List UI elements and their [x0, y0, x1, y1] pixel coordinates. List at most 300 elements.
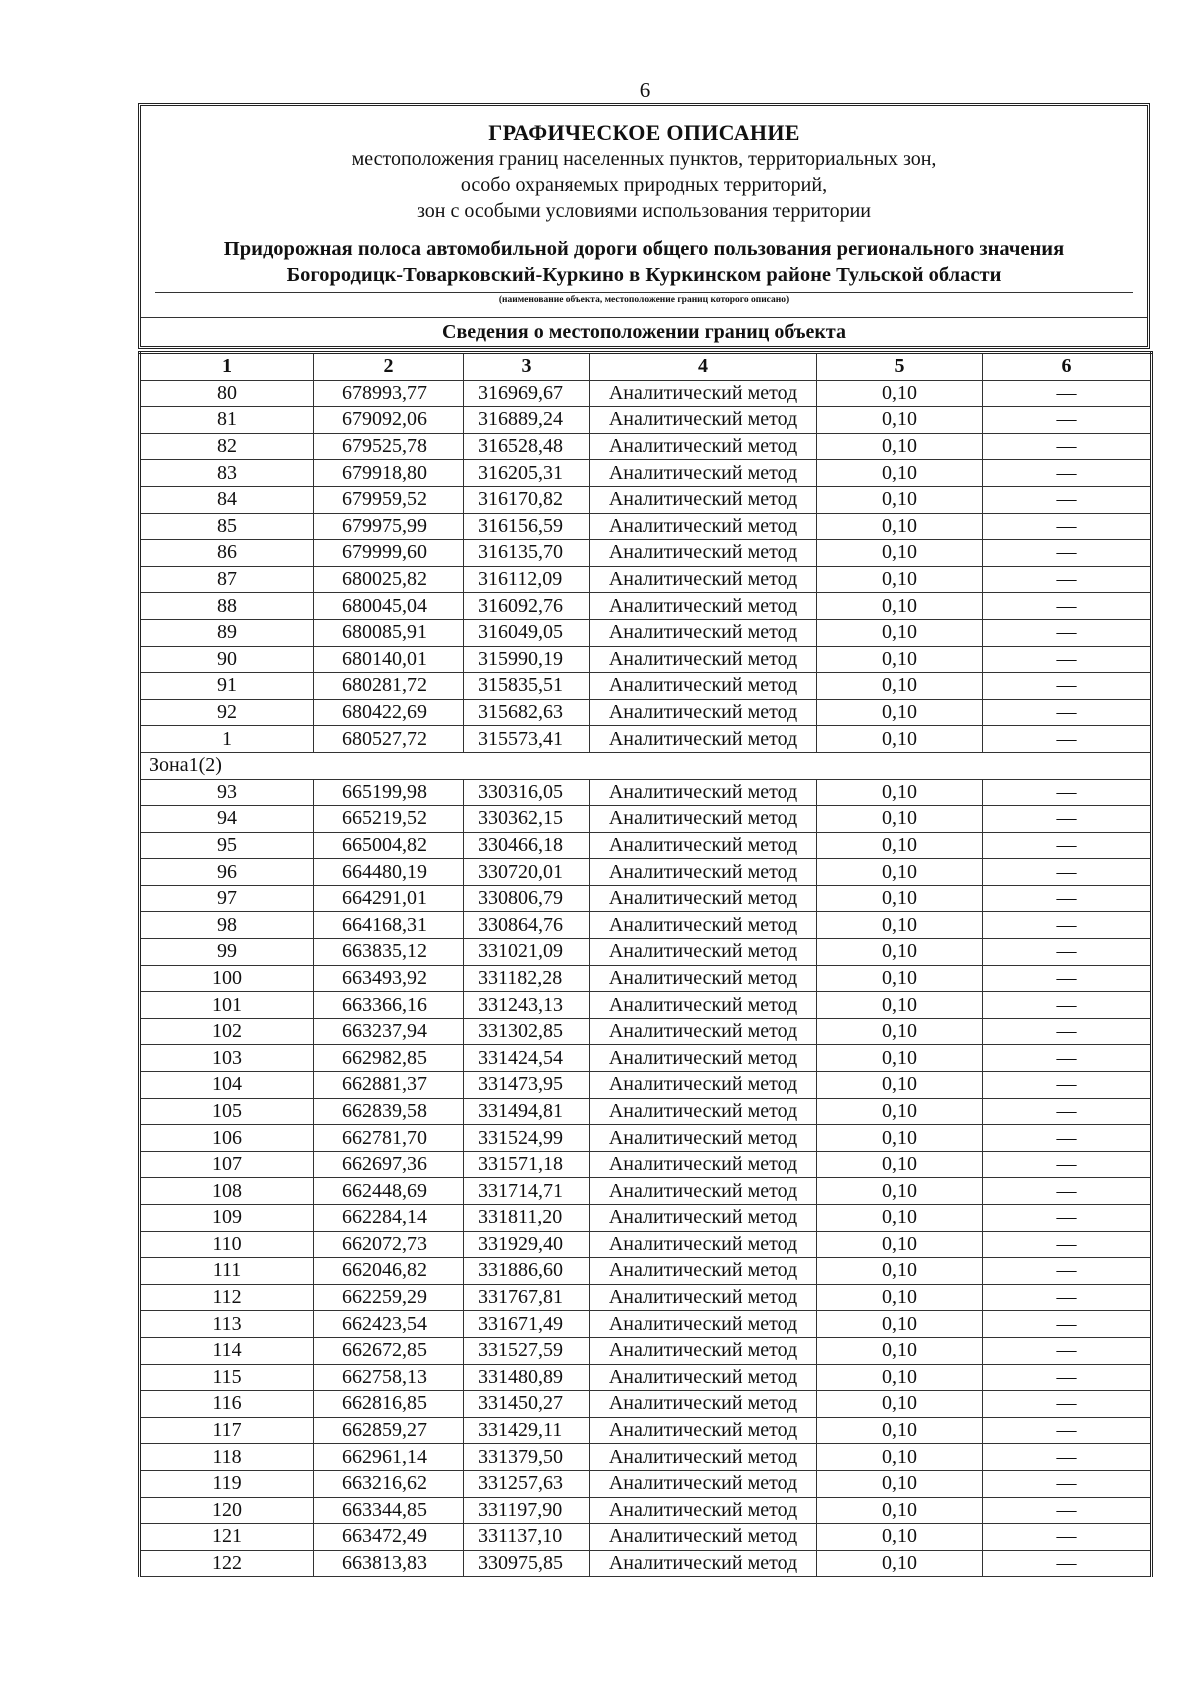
x-coordinate-cell: 662423,54 — [314, 1311, 464, 1338]
accuracy-cell: 0,10 — [817, 1018, 983, 1045]
table-row — [140, 806, 1152, 833]
accuracy-cell: 0,10 — [817, 1258, 983, 1285]
point-number-cell: 114 — [140, 1337, 314, 1364]
table-row — [140, 646, 1152, 673]
table-row — [140, 1151, 1152, 1178]
x-coordinate-cell: 680025,82 — [314, 566, 464, 593]
table-row — [140, 885, 1152, 912]
description-cell: — — [983, 513, 1152, 540]
accuracy-cell: 0,10 — [817, 912, 983, 939]
description-cell: — — [983, 1311, 1152, 1338]
y-coordinate-cell: 330316,05 — [464, 779, 590, 806]
accuracy-cell: 0,10 — [817, 965, 983, 992]
point-number-cell: 109 — [140, 1205, 314, 1232]
accuracy-cell: 0,10 — [817, 1391, 983, 1418]
table-row — [140, 1098, 1152, 1125]
description-cell: — — [983, 1178, 1152, 1205]
method-cell: Аналитический метод — [590, 1311, 817, 1338]
method-cell: Аналитический метод — [590, 380, 817, 407]
point-number-cell: 118 — [140, 1444, 314, 1471]
x-coordinate-cell: 664168,31 — [314, 912, 464, 939]
accuracy-cell: 0,10 — [817, 1098, 983, 1125]
description-cell: — — [983, 1205, 1152, 1232]
table-row — [140, 486, 1152, 513]
method-cell: Аналитический метод — [590, 699, 817, 726]
coordinates-table — [138, 351, 1153, 1577]
accuracy-cell: 0,10 — [817, 540, 983, 567]
method-cell: Аналитический метод — [590, 779, 817, 806]
table-row — [140, 1178, 1152, 1205]
description-cell: — — [983, 619, 1152, 646]
point-number-cell: 80 — [140, 380, 314, 407]
x-coordinate-cell: 664291,01 — [314, 885, 464, 912]
point-number-cell: 90 — [140, 646, 314, 673]
page-number: 6 — [639, 78, 651, 102]
x-coordinate-cell: 680140,01 — [314, 646, 464, 673]
description-cell: — — [983, 1231, 1152, 1258]
description-cell: — — [983, 1444, 1152, 1471]
method-cell: Аналитический метод — [590, 593, 817, 620]
description-cell: — — [983, 779, 1152, 806]
point-number-cell: 83 — [140, 460, 314, 487]
description-cell: — — [983, 859, 1152, 886]
title-line-1: местоположения границ населенных пунктов, территориальных зон, — [351, 148, 937, 170]
point-number-cell: 108 — [140, 1178, 314, 1205]
y-coordinate-cell: 316170,82 — [464, 486, 590, 513]
accuracy-cell: 0,10 — [817, 1311, 983, 1338]
accuracy-cell: 0,10 — [817, 1550, 983, 1577]
table-row — [140, 1417, 1152, 1444]
point-number-cell: 111 — [140, 1258, 314, 1285]
method-cell: Аналитический метод — [590, 1258, 817, 1285]
method-cell: Аналитический метод — [590, 540, 817, 567]
table-row — [140, 699, 1152, 726]
point-number-cell: 113 — [140, 1311, 314, 1338]
x-coordinate-cell: 662758,13 — [314, 1364, 464, 1391]
y-coordinate-cell: 331811,20 — [464, 1205, 590, 1232]
accuracy-cell: 0,10 — [817, 673, 983, 700]
table-row — [140, 1072, 1152, 1099]
zone-label: Зона1(2) — [140, 752, 1152, 779]
table-row — [140, 779, 1152, 806]
method-cell: Аналитический метод — [590, 1337, 817, 1364]
accuracy-cell: 0,10 — [817, 619, 983, 646]
table-row — [140, 1125, 1152, 1152]
accuracy-cell: 0,10 — [817, 460, 983, 487]
table-row — [140, 380, 1152, 407]
accuracy-cell: 0,10 — [817, 859, 983, 886]
description-cell: — — [983, 540, 1152, 567]
accuracy-cell: 0,10 — [817, 1364, 983, 1391]
point-number-cell: 82 — [140, 433, 314, 460]
table-row — [140, 540, 1152, 567]
x-coordinate-cell: 679999,60 — [314, 540, 464, 567]
table-row — [140, 433, 1152, 460]
table-row — [140, 1364, 1152, 1391]
method-cell: Аналитический метод — [590, 885, 817, 912]
x-coordinate-cell: 665004,82 — [314, 832, 464, 859]
x-coordinate-cell: 662781,70 — [314, 1125, 464, 1152]
table-row — [140, 513, 1152, 540]
y-coordinate-cell: 331302,85 — [464, 1018, 590, 1045]
method-cell: Аналитический метод — [590, 965, 817, 992]
x-coordinate-cell: 680281,72 — [314, 673, 464, 700]
x-coordinate-cell: 662982,85 — [314, 1045, 464, 1072]
method-cell: Аналитический метод — [590, 1470, 817, 1497]
accuracy-cell: 0,10 — [817, 1524, 983, 1551]
table-row — [140, 673, 1152, 700]
table-row — [140, 912, 1152, 939]
x-coordinate-cell: 665219,52 — [314, 806, 464, 833]
accuracy-cell: 0,10 — [817, 699, 983, 726]
accuracy-cell: 0,10 — [817, 1470, 983, 1497]
table-row — [140, 593, 1152, 620]
x-coordinate-cell: 662072,73 — [314, 1231, 464, 1258]
y-coordinate-cell: 331243,13 — [464, 992, 590, 1019]
description-cell: — — [983, 1470, 1152, 1497]
accuracy-cell: 0,10 — [817, 1417, 983, 1444]
y-coordinate-cell: 331524,99 — [464, 1125, 590, 1152]
column-header: 6 — [983, 353, 1152, 381]
accuracy-cell: 0,10 — [817, 832, 983, 859]
description-cell: — — [983, 1045, 1152, 1072]
y-coordinate-cell: 316112,09 — [464, 566, 590, 593]
x-coordinate-cell: 662816,85 — [314, 1391, 464, 1418]
method-cell: Аналитический метод — [590, 726, 817, 753]
y-coordinate-cell: 331714,71 — [464, 1178, 590, 1205]
x-coordinate-cell: 664480,19 — [314, 859, 464, 886]
accuracy-cell: 0,10 — [817, 1045, 983, 1072]
point-number-cell: 100 — [140, 965, 314, 992]
y-coordinate-cell: 316049,05 — [464, 619, 590, 646]
accuracy-cell: 0,10 — [817, 433, 983, 460]
description-cell: — — [983, 593, 1152, 620]
description-cell: — — [983, 806, 1152, 833]
y-coordinate-cell: 331494,81 — [464, 1098, 590, 1125]
y-coordinate-cell: 315990,19 — [464, 646, 590, 673]
document-title: ГРАФИЧЕСКОЕ ОПИСАНИЕ — [488, 120, 800, 145]
table-row — [140, 1284, 1152, 1311]
y-coordinate-cell: 331671,49 — [464, 1311, 590, 1338]
description-cell: — — [983, 1497, 1152, 1524]
y-coordinate-cell: 316205,31 — [464, 460, 590, 487]
y-coordinate-cell: 331571,18 — [464, 1151, 590, 1178]
point-number-cell: 107 — [140, 1151, 314, 1178]
point-number-cell: 104 — [140, 1072, 314, 1099]
point-number-cell: 112 — [140, 1284, 314, 1311]
accuracy-cell: 0,10 — [817, 939, 983, 966]
point-number-cell: 85 — [140, 513, 314, 540]
x-coordinate-cell: 663237,94 — [314, 1018, 464, 1045]
y-coordinate-cell: 331137,10 — [464, 1524, 590, 1551]
accuracy-cell: 0,10 — [817, 1231, 983, 1258]
point-number-cell: 115 — [140, 1364, 314, 1391]
description-cell: — — [983, 699, 1152, 726]
accuracy-cell: 0,10 — [817, 566, 983, 593]
method-cell: Аналитический метод — [590, 1098, 817, 1125]
accuracy-cell: 0,10 — [817, 779, 983, 806]
y-coordinate-cell: 315682,63 — [464, 699, 590, 726]
accuracy-cell: 0,10 — [817, 1125, 983, 1152]
column-header: 4 — [590, 353, 817, 381]
y-coordinate-cell: 316135,70 — [464, 540, 590, 567]
point-number-cell: 117 — [140, 1417, 314, 1444]
accuracy-cell: 0,10 — [817, 1337, 983, 1364]
accuracy-cell: 0,10 — [817, 593, 983, 620]
table-row — [140, 1497, 1152, 1524]
x-coordinate-cell: 662961,14 — [314, 1444, 464, 1471]
column-header: 5 — [817, 353, 983, 381]
table-header-row — [140, 353, 1152, 381]
description-cell: — — [983, 1072, 1152, 1099]
method-cell: Аналитический метод — [590, 1018, 817, 1045]
point-number-cell: 95 — [140, 832, 314, 859]
x-coordinate-cell: 662881,37 — [314, 1072, 464, 1099]
description-cell: — — [983, 1258, 1152, 1285]
method-cell: Аналитический метод — [590, 806, 817, 833]
table-row — [140, 1018, 1152, 1045]
description-cell: — — [983, 460, 1152, 487]
y-coordinate-cell: 331480,89 — [464, 1364, 590, 1391]
y-coordinate-cell: 331527,59 — [464, 1337, 590, 1364]
y-coordinate-cell: 331257,63 — [464, 1470, 590, 1497]
point-number-cell: 116 — [140, 1391, 314, 1418]
x-coordinate-cell: 663344,85 — [314, 1497, 464, 1524]
point-number-cell: 98 — [140, 912, 314, 939]
table-row — [140, 1550, 1152, 1577]
method-cell: Аналитический метод — [590, 859, 817, 886]
point-number-cell: 97 — [140, 885, 314, 912]
x-coordinate-cell: 679975,99 — [314, 513, 464, 540]
accuracy-cell: 0,10 — [817, 1497, 983, 1524]
x-coordinate-cell: 662046,82 — [314, 1258, 464, 1285]
y-coordinate-cell: 331429,11 — [464, 1417, 590, 1444]
method-cell: Аналитический метод — [590, 1417, 817, 1444]
method-cell: Аналитический метод — [590, 433, 817, 460]
method-cell: Аналитический метод — [590, 1231, 817, 1258]
y-coordinate-cell: 331767,81 — [464, 1284, 590, 1311]
x-coordinate-cell: 662448,69 — [314, 1178, 464, 1205]
point-number-cell: 103 — [140, 1045, 314, 1072]
point-number-cell: 102 — [140, 1018, 314, 1045]
accuracy-cell: 0,10 — [817, 1205, 983, 1232]
x-coordinate-cell: 679959,52 — [314, 486, 464, 513]
accuracy-cell: 0,10 — [817, 1151, 983, 1178]
description-cell: — — [983, 1018, 1152, 1045]
point-number-cell: 96 — [140, 859, 314, 886]
y-coordinate-cell: 331182,28 — [464, 965, 590, 992]
y-coordinate-cell: 330362,15 — [464, 806, 590, 833]
method-cell: Аналитический метод — [590, 1284, 817, 1311]
x-coordinate-cell: 663813,83 — [314, 1550, 464, 1577]
y-coordinate-cell: 331450,27 — [464, 1391, 590, 1418]
point-number-cell: 84 — [140, 486, 314, 513]
point-number-cell: 105 — [140, 1098, 314, 1125]
y-coordinate-cell: 331424,54 — [464, 1045, 590, 1072]
y-coordinate-cell: 316969,67 — [464, 380, 590, 407]
table-row — [140, 566, 1152, 593]
accuracy-cell: 0,10 — [817, 1178, 983, 1205]
table-row — [140, 1205, 1152, 1232]
zone-row — [140, 752, 1152, 779]
y-coordinate-cell: 316528,48 — [464, 433, 590, 460]
method-cell: Аналитический метод — [590, 486, 817, 513]
table-row — [140, 965, 1152, 992]
table-row — [140, 832, 1152, 859]
table-row — [140, 1337, 1152, 1364]
y-coordinate-cell: 330466,18 — [464, 832, 590, 859]
method-cell: Аналитический метод — [590, 1151, 817, 1178]
description-cell: — — [983, 673, 1152, 700]
section-title: Сведения о местоположении границ объекта — [442, 321, 846, 343]
description-cell: — — [983, 407, 1152, 434]
table-row — [140, 1444, 1152, 1471]
method-cell: Аналитический метод — [590, 1178, 817, 1205]
x-coordinate-cell: 663835,12 — [314, 939, 464, 966]
method-cell: Аналитический метод — [590, 1072, 817, 1099]
x-coordinate-cell: 679092,06 — [314, 407, 464, 434]
x-coordinate-cell: 680085,91 — [314, 619, 464, 646]
method-cell: Аналитический метод — [590, 1045, 817, 1072]
method-cell: Аналитический метод — [590, 513, 817, 540]
object-underline — [155, 292, 1133, 293]
description-cell: — — [983, 646, 1152, 673]
x-coordinate-cell: 662672,85 — [314, 1337, 464, 1364]
description-cell: — — [983, 1524, 1152, 1551]
column-header: 3 — [464, 353, 590, 381]
y-coordinate-cell: 331886,60 — [464, 1258, 590, 1285]
point-number-cell: 110 — [140, 1231, 314, 1258]
table-row — [140, 1470, 1152, 1497]
description-cell: — — [983, 1151, 1152, 1178]
y-coordinate-cell: 316889,24 — [464, 407, 590, 434]
x-coordinate-cell: 680045,04 — [314, 593, 464, 620]
table-row — [140, 1311, 1152, 1338]
x-coordinate-cell: 678993,77 — [314, 380, 464, 407]
x-coordinate-cell: 665199,98 — [314, 779, 464, 806]
point-number-cell: 101 — [140, 992, 314, 1019]
description-cell: — — [983, 885, 1152, 912]
table-row — [140, 1045, 1152, 1072]
point-number-cell: 89 — [140, 619, 314, 646]
description-cell: — — [983, 486, 1152, 513]
section-divider — [141, 317, 1147, 318]
method-cell: Аналитический метод — [590, 619, 817, 646]
column-header: 2 — [314, 353, 464, 381]
y-coordinate-cell: 330806,79 — [464, 885, 590, 912]
y-coordinate-cell: 330975,85 — [464, 1550, 590, 1577]
description-cell: — — [983, 1364, 1152, 1391]
accuracy-cell: 0,10 — [817, 486, 983, 513]
x-coordinate-cell: 663366,16 — [314, 992, 464, 1019]
accuracy-cell: 0,10 — [817, 513, 983, 540]
description-cell: — — [983, 939, 1152, 966]
object-name-line-1: Придорожная полоса автомобильной дороги общего пользования регионального значения — [223, 238, 1065, 260]
method-cell: Аналитический метод — [590, 1550, 817, 1577]
y-coordinate-cell: 331473,95 — [464, 1072, 590, 1099]
table-body — [140, 380, 1152, 1577]
method-cell: Аналитический метод — [590, 646, 817, 673]
method-cell: Аналитический метод — [590, 1391, 817, 1418]
method-cell: Аналитический метод — [590, 1524, 817, 1551]
y-coordinate-cell: 330864,76 — [464, 912, 590, 939]
table-row — [140, 619, 1152, 646]
point-number-cell: 121 — [140, 1524, 314, 1551]
y-coordinate-cell: 331021,09 — [464, 939, 590, 966]
x-coordinate-cell: 662259,29 — [314, 1284, 464, 1311]
table-row — [140, 726, 1152, 753]
table-row — [140, 1524, 1152, 1551]
y-coordinate-cell: 316092,76 — [464, 593, 590, 620]
x-coordinate-cell: 680527,72 — [314, 726, 464, 753]
x-coordinate-cell: 662697,36 — [314, 1151, 464, 1178]
table-row — [140, 460, 1152, 487]
point-number-cell: 94 — [140, 806, 314, 833]
object-caption: (наименование объекта, местоположение границ которого описано) — [498, 295, 790, 305]
x-coordinate-cell: 663216,62 — [314, 1470, 464, 1497]
point-number-cell: 120 — [140, 1497, 314, 1524]
table-row — [140, 407, 1152, 434]
description-cell: — — [983, 1391, 1152, 1418]
accuracy-cell: 0,10 — [817, 1444, 983, 1471]
method-cell: Аналитический метод — [590, 673, 817, 700]
method-cell: Аналитический метод — [590, 460, 817, 487]
point-number-cell: 119 — [140, 1470, 314, 1497]
method-cell: Аналитический метод — [590, 1364, 817, 1391]
method-cell: Аналитический метод — [590, 566, 817, 593]
table-row — [140, 859, 1152, 886]
method-cell: Аналитический метод — [590, 1444, 817, 1471]
title-line-2: особо охраняемых природных территорий, — [460, 174, 828, 196]
method-cell: Аналитический метод — [590, 912, 817, 939]
point-number-cell: 81 — [140, 407, 314, 434]
accuracy-cell: 0,10 — [817, 726, 983, 753]
table-row — [140, 992, 1152, 1019]
y-coordinate-cell: 316156,59 — [464, 513, 590, 540]
column-header: 1 — [140, 353, 314, 381]
method-cell: Аналитический метод — [590, 1205, 817, 1232]
point-number-cell: 93 — [140, 779, 314, 806]
description-cell: — — [983, 965, 1152, 992]
point-number-cell: 122 — [140, 1550, 314, 1577]
description-cell: — — [983, 433, 1152, 460]
table-row — [140, 1391, 1152, 1418]
point-number-cell: 1 — [140, 726, 314, 753]
x-coordinate-cell: 680422,69 — [314, 699, 464, 726]
y-coordinate-cell: 331197,90 — [464, 1497, 590, 1524]
point-number-cell: 88 — [140, 593, 314, 620]
method-cell: Аналитический метод — [590, 1125, 817, 1152]
description-cell: — — [983, 1337, 1152, 1364]
accuracy-cell: 0,10 — [817, 407, 983, 434]
description-cell: — — [983, 912, 1152, 939]
description-cell: — — [983, 1098, 1152, 1125]
description-cell: — — [983, 832, 1152, 859]
x-coordinate-cell: 679918,80 — [314, 460, 464, 487]
point-number-cell: 92 — [140, 699, 314, 726]
point-number-cell: 106 — [140, 1125, 314, 1152]
accuracy-cell: 0,10 — [817, 806, 983, 833]
y-coordinate-cell: 331379,50 — [464, 1444, 590, 1471]
x-coordinate-cell: 662839,58 — [314, 1098, 464, 1125]
title-line-3: зон с особыми условиями использования территории — [416, 200, 872, 222]
x-coordinate-cell: 663493,92 — [314, 965, 464, 992]
document-header — [138, 103, 1150, 349]
table-row — [140, 939, 1152, 966]
object-name-line-2: Богородицк-Товарковский-Куркино в Куркинском районе Тульской области — [286, 264, 1002, 286]
y-coordinate-cell: 315573,41 — [464, 726, 590, 753]
x-coordinate-cell: 679525,78 — [314, 433, 464, 460]
